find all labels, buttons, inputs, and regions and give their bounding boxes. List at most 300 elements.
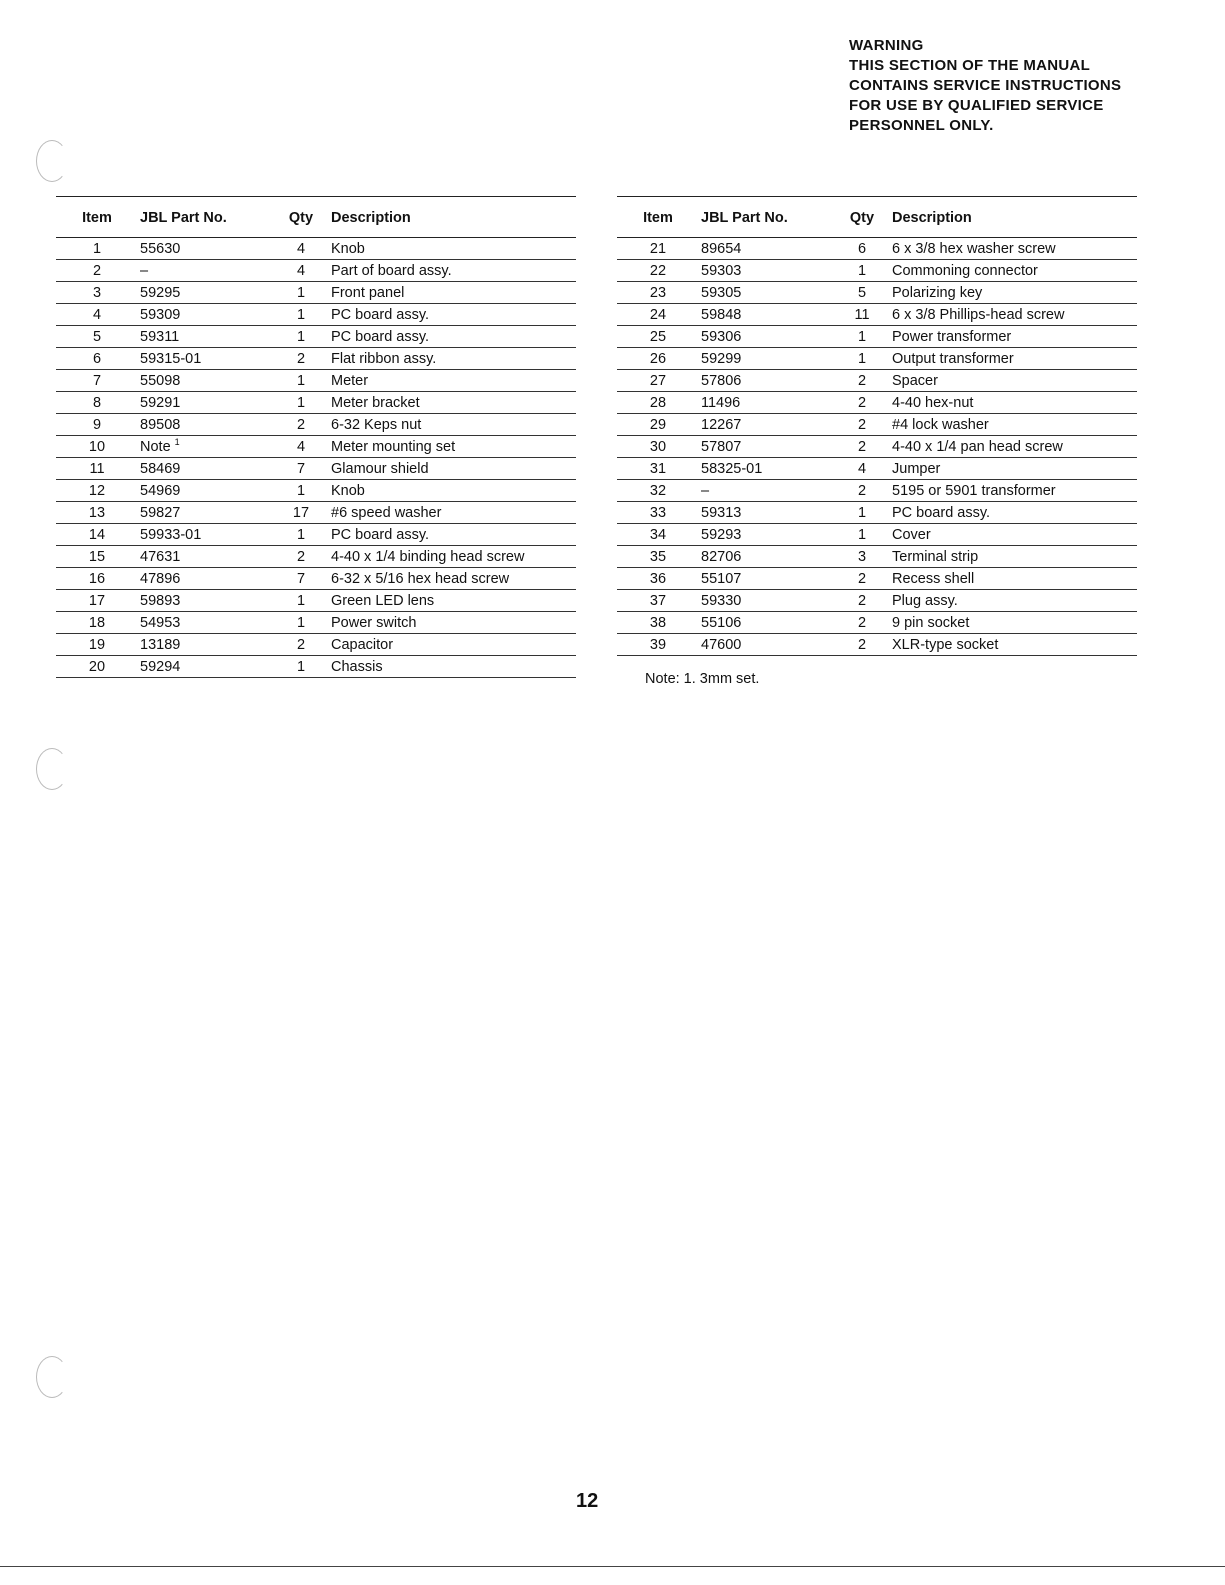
cell-item	[617, 568, 699, 590]
cell-part-no-text: 57806	[701, 373, 742, 389]
cell-part-no-text: 59827	[140, 505, 181, 521]
cell-qty-text: 1	[857, 351, 867, 367]
warning-line: CONTAINS SERVICE INSTRUCTIONS	[849, 77, 1122, 94]
cell-qty-text: 2	[857, 395, 867, 411]
cell-item	[617, 348, 699, 370]
cell-description	[892, 392, 1137, 414]
cell-part-no	[699, 480, 832, 502]
cell-part-no-text: 55630	[140, 241, 181, 257]
cell-description-text: Output transformer	[892, 351, 1014, 367]
cell-qty-text: 2	[857, 373, 867, 389]
cell-qty-text: 2	[857, 637, 867, 653]
cell-qty-text: 1	[296, 307, 306, 323]
table-row	[56, 260, 576, 282]
cell-item	[617, 634, 699, 656]
cell-part-no-text: 55098	[140, 373, 181, 389]
cell-item-text: 17	[88, 593, 106, 609]
cell-qty-text: 7	[296, 571, 306, 587]
cell-item	[56, 370, 138, 392]
cell-item	[56, 304, 138, 326]
cell-description-text: 6-32 x 5/16 hex head screw	[331, 571, 510, 587]
cell-description	[331, 480, 576, 502]
cell-description-text: Power transformer	[892, 329, 1012, 345]
cell-qty	[271, 436, 331, 458]
cell-qty	[832, 370, 892, 392]
cell-item-text: 16	[88, 571, 106, 587]
cell-item	[56, 326, 138, 348]
table-row	[56, 656, 576, 678]
cell-item-text: 33	[649, 505, 667, 521]
cell-description-text: PC board assy.	[331, 527, 430, 543]
cell-item	[56, 260, 138, 282]
cell-qty	[271, 238, 331, 260]
punch-hole-icon	[36, 140, 68, 182]
table-row	[617, 238, 1137, 260]
cell-description-text: #6 speed washer	[331, 505, 442, 521]
cell-part-no-text: 59893	[140, 593, 181, 609]
cell-qty	[271, 326, 331, 348]
cell-description	[331, 524, 576, 546]
cell-item	[617, 282, 699, 304]
cell-qty-text: 4	[296, 241, 306, 257]
cell-item-text: 2	[92, 263, 102, 279]
cell-part-no	[699, 282, 832, 304]
cell-part-no-text: 89508	[140, 417, 181, 433]
cell-item	[617, 414, 699, 436]
cell-part-no-text: 59305	[701, 285, 742, 301]
cell-qty	[271, 414, 331, 436]
cell-part-no-text: 59303	[701, 263, 742, 279]
cell-description	[331, 634, 576, 656]
bottom-rule	[0, 1566, 1225, 1567]
cell-item	[56, 238, 138, 260]
cell-qty-text: 1	[296, 483, 306, 499]
cell-item	[56, 590, 138, 612]
cell-part-no-text: 59291	[140, 395, 181, 411]
table-row	[617, 590, 1137, 612]
table-header-row	[56, 197, 576, 238]
cell-item	[617, 458, 699, 480]
cell-qty	[271, 634, 331, 656]
cell-qty-text: 1	[296, 373, 306, 389]
cell-description	[892, 634, 1137, 656]
table-row	[56, 326, 576, 348]
cell-description-text: Front panel	[331, 285, 405, 301]
cell-qty	[832, 414, 892, 436]
cell-description	[892, 436, 1137, 458]
cell-part-no-text: 13189	[140, 637, 181, 653]
cell-item	[56, 480, 138, 502]
cell-item-text: 8	[92, 395, 102, 411]
table-row	[617, 568, 1137, 590]
cell-qty	[832, 260, 892, 282]
cell-part-no-text: 57807	[701, 439, 742, 455]
cell-description-text: Jumper	[892, 461, 941, 477]
cell-description-text: Part of board assy.	[331, 263, 452, 279]
cell-qty-text: 1	[857, 505, 867, 521]
cell-qty	[832, 326, 892, 348]
cell-part-no-text: 55106	[701, 615, 742, 631]
table-row	[56, 414, 576, 436]
cell-description	[892, 282, 1137, 304]
cell-qty-text: 1	[296, 285, 306, 301]
cell-part-no-text: 59311	[140, 329, 180, 345]
table-row	[56, 524, 576, 546]
cell-description	[892, 414, 1137, 436]
cell-part-no	[138, 568, 271, 590]
header-description: Description	[892, 197, 1137, 238]
cell-part-no-text: 55107	[701, 571, 742, 587]
cell-description-text: 4-40 x 1/4 pan head screw	[892, 439, 1063, 455]
cell-description	[331, 260, 576, 282]
cell-item	[617, 436, 699, 458]
cell-qty	[832, 282, 892, 304]
cell-description-text: Recess shell	[892, 571, 975, 587]
cell-item	[56, 502, 138, 524]
cell-description-text: PC board assy.	[331, 307, 430, 323]
cell-item-text: 35	[649, 549, 667, 565]
cell-qty-text: 1	[296, 329, 306, 345]
table-header-row	[617, 197, 1137, 238]
cell-part-no-text: 59309	[140, 307, 181, 323]
cell-item-text: 30	[649, 439, 667, 455]
cell-description-text: Meter	[331, 373, 369, 389]
cell-part-no-text: 59293	[701, 527, 742, 543]
cell-qty-text: 5	[857, 285, 867, 301]
header-qty: Qty	[832, 197, 892, 238]
cell-qty-text: 2	[857, 593, 867, 609]
cell-part-no	[699, 370, 832, 392]
cell-part-no	[138, 590, 271, 612]
page-number: 12	[576, 1490, 599, 1512]
cell-item-text: 39	[649, 637, 667, 653]
cell-item	[617, 392, 699, 414]
cell-item	[56, 634, 138, 656]
cell-part-no-text: 59933-01	[140, 527, 202, 543]
cell-description	[892, 348, 1137, 370]
cell-part-no	[699, 502, 832, 524]
cell-description-text: Green LED lens	[331, 593, 435, 609]
cell-part-no-text: 11496	[701, 395, 741, 411]
cell-description	[331, 546, 576, 568]
cell-item-text: 13	[88, 505, 106, 521]
table-row	[56, 392, 576, 414]
cell-item-text: 15	[88, 549, 106, 565]
cell-item-text: 26	[649, 351, 667, 367]
cell-item	[56, 458, 138, 480]
cell-item	[56, 436, 138, 458]
cell-part-no	[699, 590, 832, 612]
cell-item-text: 7	[92, 373, 102, 389]
cell-item-text: 12	[88, 483, 106, 499]
cell-description	[892, 238, 1137, 260]
cell-item	[617, 326, 699, 348]
cell-description	[331, 612, 576, 634]
parts-table-right	[617, 196, 1137, 656]
cell-part-no	[699, 260, 832, 282]
cell-item	[617, 304, 699, 326]
cell-description	[892, 326, 1137, 348]
cell-part-no	[699, 568, 832, 590]
warning-line: THIS SECTION OF THE MANUAL	[849, 57, 1091, 74]
cell-part-no-text: 59294	[140, 659, 181, 675]
cell-qty	[832, 392, 892, 414]
cell-qty	[271, 282, 331, 304]
cell-item-text: 10	[88, 439, 106, 455]
cell-qty-text: 7	[296, 461, 306, 477]
cell-item-text: 25	[649, 329, 667, 345]
cell-description	[331, 568, 576, 590]
cell-qty	[271, 612, 331, 634]
cell-item-text: 4	[92, 307, 102, 323]
cell-qty-text: 1	[857, 527, 867, 543]
cell-qty-text: 2	[857, 483, 867, 499]
cell-part-no-text: Note	[140, 439, 171, 455]
cell-description-text: 9 pin socket	[892, 615, 970, 631]
cell-item-text: 6	[92, 351, 102, 367]
cell-qty	[832, 612, 892, 634]
cell-part-no	[138, 612, 271, 634]
cell-qty	[271, 546, 331, 568]
table-row	[56, 502, 576, 524]
cell-item-text: 29	[649, 417, 667, 433]
table-row	[56, 590, 576, 612]
cell-description-text: 6 x 3/8 Phillips-head screw	[892, 307, 1065, 323]
table-row	[617, 260, 1137, 282]
cell-description	[892, 546, 1137, 568]
cell-item	[56, 568, 138, 590]
cell-qty-text: 2	[296, 417, 306, 433]
cell-part-no	[138, 524, 271, 546]
cell-qty	[271, 260, 331, 282]
cell-part-no-text: 47600	[701, 637, 742, 653]
table-row	[56, 370, 576, 392]
cell-part-no-text: 59313	[701, 505, 742, 521]
cell-item-text: 19	[88, 637, 106, 653]
cell-part-no-text: 82706	[701, 549, 742, 565]
cell-qty-text: 1	[296, 395, 306, 411]
cell-qty	[271, 590, 331, 612]
cell-part-no-text: 12267	[701, 417, 742, 433]
cell-description-text: Spacer	[892, 373, 938, 389]
cell-part-no-text: 58469	[140, 461, 181, 477]
cell-qty	[832, 590, 892, 612]
cell-qty	[271, 502, 331, 524]
cell-description	[892, 524, 1137, 546]
table-row	[56, 458, 576, 480]
cell-item	[617, 612, 699, 634]
cell-item-text: 18	[88, 615, 106, 631]
cell-qty-text: 11	[854, 307, 870, 323]
cell-part-no	[699, 546, 832, 568]
table-row	[617, 436, 1137, 458]
cell-description	[892, 568, 1137, 590]
header-part-no: JBL Part No.	[138, 197, 271, 238]
cell-part-no	[699, 392, 832, 414]
cell-description-text: 5195 or 5901 transformer	[892, 483, 1056, 499]
cell-part-no-text: 89654	[701, 241, 742, 257]
cell-item-text: 34	[649, 527, 667, 543]
cell-qty-text: 3	[857, 549, 867, 565]
cell-qty	[271, 656, 331, 678]
cell-qty	[832, 634, 892, 656]
cell-part-no-text: 59848	[701, 307, 742, 323]
cell-item-text: 1	[92, 241, 102, 257]
table-row	[617, 348, 1137, 370]
cell-item-text: 5	[92, 329, 102, 345]
cell-qty-text: 2	[857, 417, 867, 433]
cell-part-no-text: 47631	[140, 549, 181, 565]
cell-item	[617, 238, 699, 260]
cell-part-no	[699, 326, 832, 348]
cell-part-no-text: –	[701, 483, 710, 499]
cell-qty	[271, 524, 331, 546]
table-row	[56, 568, 576, 590]
cell-item-text: 31	[649, 461, 667, 477]
cell-item	[617, 590, 699, 612]
cell-description-text: Commoning connector	[892, 263, 1038, 279]
cell-part-no	[138, 458, 271, 480]
table-row	[617, 458, 1137, 480]
cell-description	[331, 370, 576, 392]
cell-part-no	[699, 348, 832, 370]
cell-item-text: 14	[88, 527, 106, 543]
cell-item-text: 21	[649, 241, 667, 257]
footnote: Note: 1. 3mm set.	[645, 671, 760, 687]
cell-item-text: 27	[649, 373, 667, 389]
cell-item-text: 28	[649, 395, 667, 411]
table-row	[617, 612, 1137, 634]
cell-item-text: 38	[649, 615, 667, 631]
cell-description-text: 6-32 Keps nut	[331, 417, 422, 433]
cell-part-no-text: 59330	[701, 593, 742, 609]
cell-qty	[832, 546, 892, 568]
cell-description	[331, 326, 576, 348]
cell-item-text: 3	[92, 285, 102, 301]
cell-item	[56, 524, 138, 546]
cell-qty-text: 2	[296, 351, 306, 367]
cell-description	[331, 282, 576, 304]
cell-qty-text: 1	[296, 615, 306, 631]
footnote-ref: 1	[174, 437, 180, 448]
cell-qty	[832, 304, 892, 326]
cell-qty	[271, 348, 331, 370]
cell-item	[56, 546, 138, 568]
cell-item-text: 22	[649, 263, 667, 279]
cell-qty-text: 4	[296, 263, 306, 279]
cell-item-text: 36	[649, 571, 667, 587]
cell-part-no-text: 58325-01	[701, 461, 763, 477]
cell-qty-text: 1	[857, 329, 867, 345]
cell-description	[892, 612, 1137, 634]
table-row	[56, 634, 576, 656]
table-row	[617, 304, 1137, 326]
cell-part-no	[138, 326, 271, 348]
warning-line: PERSONNEL ONLY.	[849, 117, 994, 134]
warning-line: FOR USE BY QUALIFIED SERVICE	[849, 97, 1104, 114]
cell-qty-text: 2	[296, 549, 306, 565]
punch-hole-icon	[36, 1356, 68, 1398]
cell-description-text: 4-40 hex-nut	[892, 395, 974, 411]
cell-part-no-text: 47896	[140, 571, 181, 587]
table-row	[617, 546, 1137, 568]
cell-part-no	[699, 524, 832, 546]
cell-description	[892, 370, 1137, 392]
cell-item	[56, 348, 138, 370]
cell-qty	[832, 524, 892, 546]
cell-description-text: Polarizing key	[892, 285, 983, 301]
cell-qty-text: 1	[296, 659, 306, 675]
cell-item	[617, 260, 699, 282]
cell-item	[617, 524, 699, 546]
cell-qty-text: 2	[857, 439, 867, 455]
cell-part-no-text: 54969	[140, 483, 181, 499]
cell-description-text: #4 lock washer	[892, 417, 989, 433]
cell-part-no	[699, 612, 832, 634]
cell-part-no-text: 59315-01	[140, 351, 202, 367]
cell-description-text: Capacitor	[331, 637, 394, 653]
cell-description-text: PC board assy.	[331, 329, 430, 345]
table-row	[56, 546, 576, 568]
table-row	[617, 326, 1137, 348]
table-row	[617, 414, 1137, 436]
cell-item-text: 20	[88, 659, 106, 675]
cell-item	[56, 414, 138, 436]
cell-qty	[832, 348, 892, 370]
header-item: Item	[617, 197, 699, 238]
cell-description-text: Meter bracket	[331, 395, 420, 411]
cell-part-no	[138, 348, 271, 370]
header-qty: Qty	[271, 197, 331, 238]
cell-part-no	[138, 502, 271, 524]
cell-description	[331, 392, 576, 414]
cell-description	[331, 502, 576, 524]
cell-part-no	[138, 436, 271, 458]
cell-qty	[832, 458, 892, 480]
cell-item	[56, 656, 138, 678]
parts-table-left	[56, 196, 576, 678]
cell-description-text: 4-40 x 1/4 binding head screw	[331, 549, 525, 565]
table-row	[617, 524, 1137, 546]
table-row	[56, 436, 576, 458]
cell-description-text: Knob	[331, 241, 365, 257]
header-part-no: JBL Part No.	[699, 197, 832, 238]
warning-title: WARNING	[849, 37, 924, 54]
table-row	[617, 480, 1137, 502]
cell-description-text: PC board assy.	[892, 505, 991, 521]
cell-item-text: 24	[649, 307, 667, 323]
cell-description-text: Chassis	[331, 659, 383, 675]
cell-part-no	[138, 304, 271, 326]
table-row	[56, 304, 576, 326]
cell-description-text: 6 x 3/8 hex washer screw	[892, 241, 1056, 257]
cell-description	[892, 260, 1137, 282]
cell-description	[331, 348, 576, 370]
cell-part-no	[138, 480, 271, 502]
cell-part-no	[138, 392, 271, 414]
cell-item-text: 9	[92, 417, 102, 433]
cell-qty	[271, 480, 331, 502]
table-row	[617, 634, 1137, 656]
cell-qty-text: 1	[296, 527, 306, 543]
cell-description-text: Meter mounting set	[331, 439, 456, 455]
cell-part-no-text: 54953	[140, 615, 181, 631]
cell-qty	[832, 480, 892, 502]
cell-part-no	[138, 656, 271, 678]
cell-qty	[271, 458, 331, 480]
table-row	[56, 238, 576, 260]
cell-part-no	[138, 282, 271, 304]
